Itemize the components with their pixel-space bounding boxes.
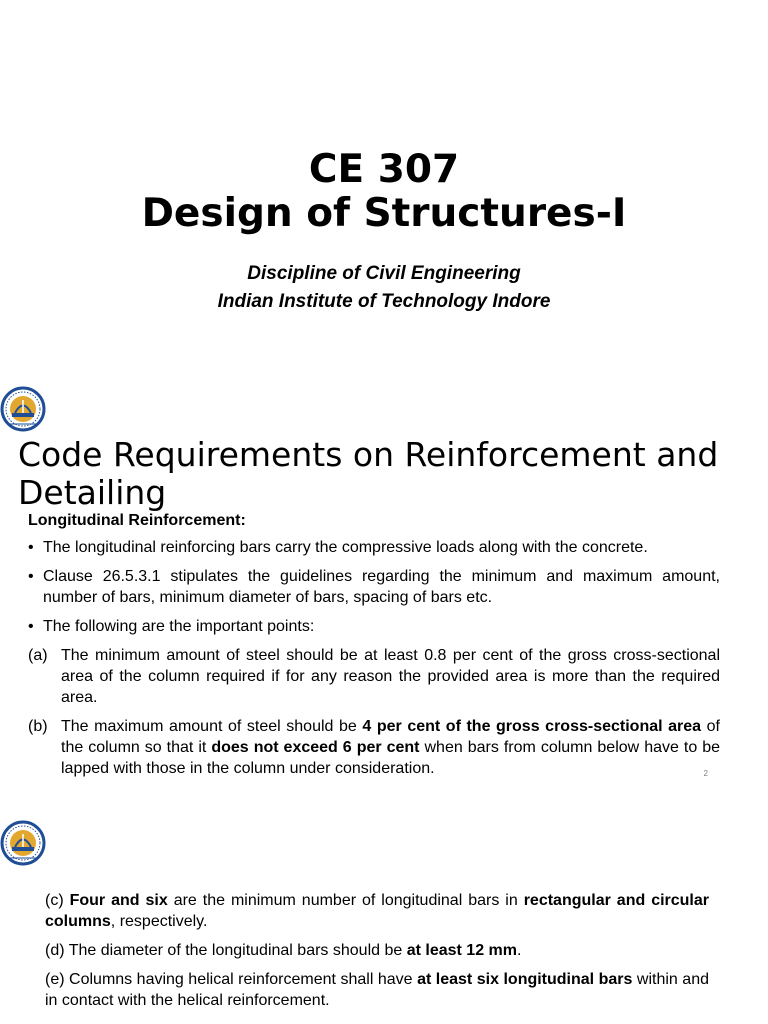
item-label: (b) — [28, 718, 48, 735]
item-bold-text: rectangular and circular columns — [45, 892, 710, 930]
discipline-text: Discipline of Civil Engineering — [247, 263, 521, 284]
item-text: (d) The diameter of the longitudinal bars should be — [45, 942, 407, 959]
subtitle-block — [0, 260, 768, 316]
slide-heading: Code Requirements on Reinforcement and Detailing — [18, 435, 719, 512]
iit-indore-logo-icon — [0, 820, 46, 866]
item-text: within and in contact with the helical reinforcement. — [45, 971, 710, 1009]
bullet-item — [28, 616, 720, 637]
item-text: of the column so that it — [61, 718, 720, 756]
item-text: The maximum amount of steel should be — [61, 718, 363, 735]
bullet-item — [28, 537, 720, 558]
list-item-e — [45, 969, 709, 1011]
institute-text: Indian Institute of Technology Indore — [217, 291, 551, 312]
item-text: , respectively. — [110, 913, 208, 930]
item-bold-text: 4 per cent of the gross cross-sectional area — [362, 718, 702, 735]
slide-body — [28, 510, 720, 787]
course-title-block — [0, 148, 768, 236]
content-slide-2 — [0, 380, 768, 810]
item-bold-text: Four and six — [69, 892, 168, 909]
item-text: when bars from column below have to be lapped with those in the column under consideration. — [61, 739, 721, 777]
bullet-dot-icon: • — [28, 568, 34, 585]
bullet-dot-icon: • — [28, 618, 34, 635]
iit-indore-logo-icon — [0, 386, 46, 432]
bullet-item — [28, 566, 720, 608]
bullet-text: The longitudinal reinforcing bars carry the compressive loads along with the concrete. — [43, 539, 648, 556]
item-text: are the minimum number of longitudinal bars in — [167, 892, 524, 909]
slide-body — [45, 890, 709, 1019]
section-heading: Longitudinal Reinforcement: — [28, 512, 246, 529]
list-item-d — [45, 940, 709, 961]
bullet-dot-icon: • — [28, 539, 34, 556]
list-item-b — [28, 716, 720, 779]
item-bold-text: at least six longitudinal bars — [417, 971, 633, 988]
title-slide — [0, 0, 768, 380]
item-bold-text: does not exceed 6 per cent — [211, 739, 420, 756]
course-title: Design of Structures-I — [141, 191, 627, 236]
item-text: (e) Columns having helical reinforcement shall have — [45, 971, 418, 988]
bullet-text: Clause 26.5.3.1 stipulates the guidelines regarding the minimum and maximum amount, number of bars, minimum diameter of bars, spacing of bars etc. — [43, 568, 720, 606]
item-text: The minimum amount of steel should be at least 0.8 per cent of the gross cross-sectional area of the column required if for any reason the provided area is more than the required area. — [61, 647, 720, 706]
list-item-c — [45, 890, 709, 932]
bullet-text: The following are the important points: — [43, 618, 315, 635]
item-text: (c) — [45, 892, 70, 909]
item-text: . — [516, 942, 522, 959]
item-label: (a) — [28, 647, 48, 664]
page-number: 2 — [703, 769, 708, 778]
content-slide-3 — [0, 810, 768, 1024]
course-code: CE 307 — [308, 147, 460, 192]
item-bold-text: at least 12 mm — [406, 942, 517, 959]
list-item-a — [28, 645, 720, 708]
